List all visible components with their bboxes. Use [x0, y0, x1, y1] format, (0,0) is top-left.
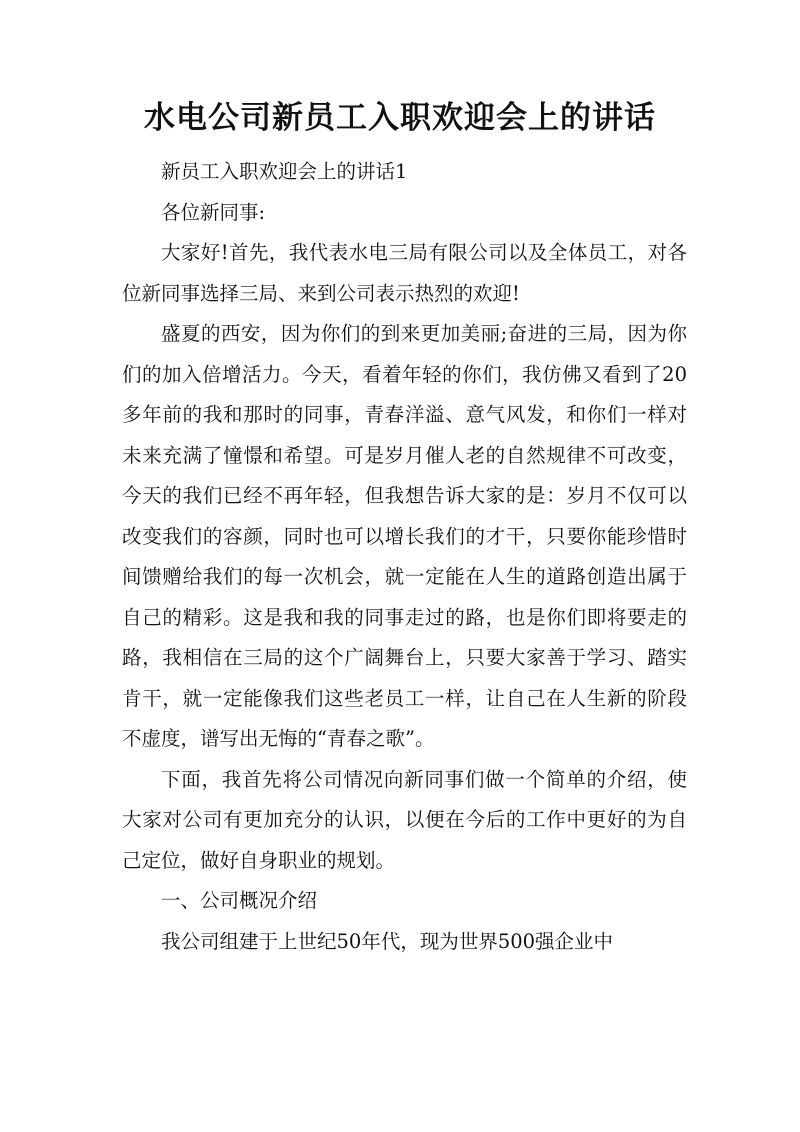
- intro-paragraph: 下面，我首先将公司情况向新同事们做一个简单的介绍，使大家对公司有更加充分的认识，以便在今后的工作中更好的为自己定位，做好自身职业的规划。: [122, 767, 687, 872]
- welcome-paragraph: 大家好!首先，我代表水电三局有限公司以及全体员工，对各位新同事选择三局、来到公司表示热烈的欢迎!: [122, 241, 687, 305]
- document-body: [122, 152, 687, 962]
- speech-subtitle: 新员工入职欢迎会上的讲话1: [161, 160, 408, 183]
- salutation: 各位新同事:: [161, 200, 266, 224]
- document-title: 水电公司新员工入职欢迎会上的讲话: [144, 100, 656, 136]
- body-paragraph: 盛夏的西安，因为你们的到来更加美丽;奋进的三局，因为你们的加入倍增活力。今天，看着年轻的你们，我仿佛又看到了20多年前的我和那时的同事，青春洋溢、意气风发，和你们一样对未来充满了憧憬和希望。可是岁月催人老的自然规律不可改变，今天的我们已经不再年轻，但我想告诉大家的是：岁月不仅可以改变我们的容颜，同时也可以增长我们的才干，只要你能珍惜时间馈赠给我们的每一次机会，就一定能在人生的道路创造出属于自己的精彩。这是我和我的同事走过的路，也是你们即将要走的路，我相信在三局的这个广阔舞台上，只要大家善于学习、踏实肯干，就一定能像我们这些老员工一样，让自己在人生新的阶段不虚度，谱写出无悔的“青春之歌”。: [122, 322, 687, 750]
- company-overview-paragraph: 我公司组建于上世纪50年代，现为世界500强企业中: [161, 929, 614, 953]
- section-heading: 一、公司概况介绍: [161, 889, 318, 912]
